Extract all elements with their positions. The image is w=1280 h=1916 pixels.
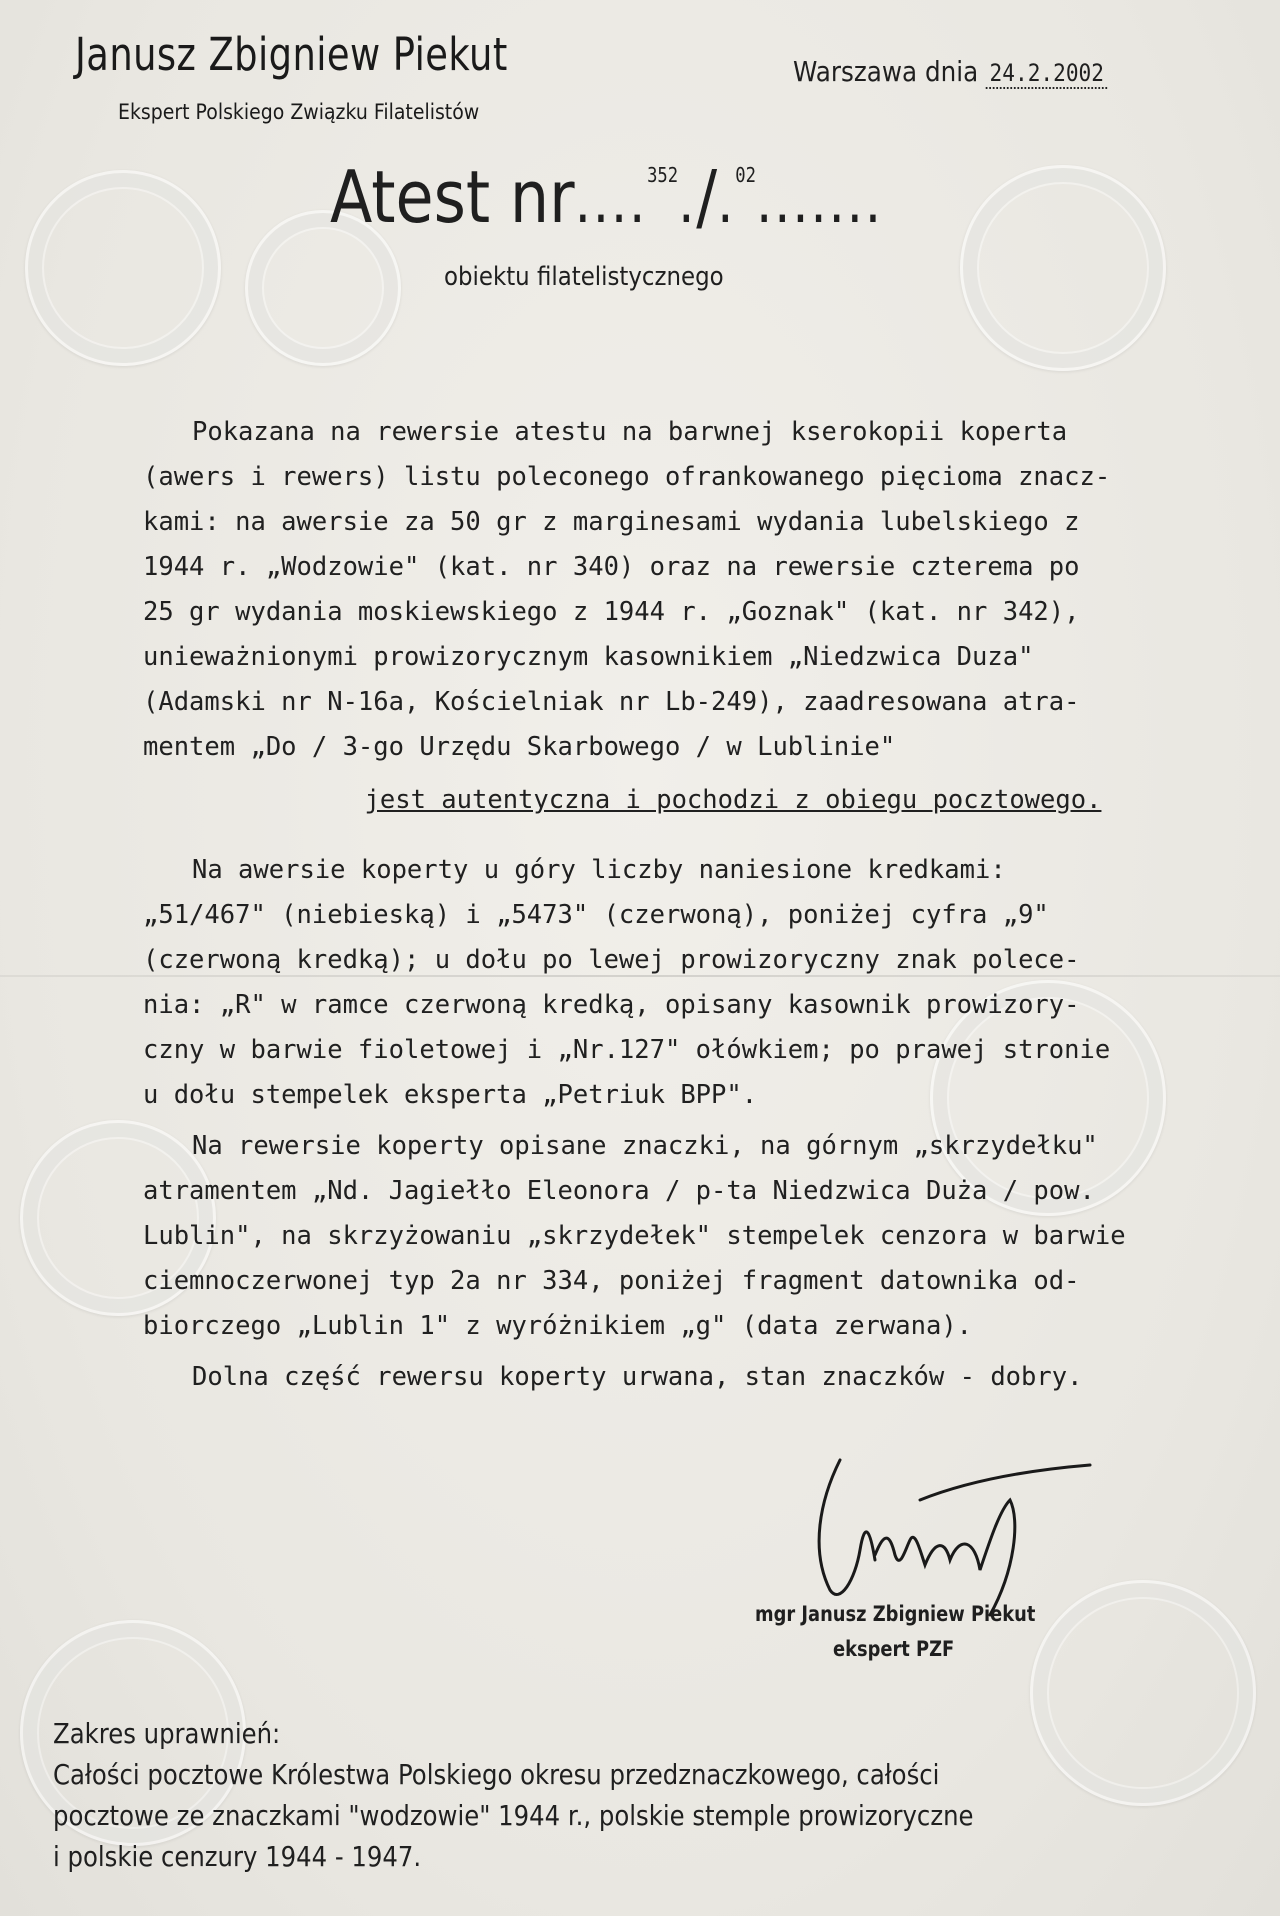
text-line: (Adamski nr N-16a, Kościelniak nr Lb-249), zaadresowana atra- (143, 687, 1080, 717)
text-line: Dolna część rewersu koperty urwana, stan znaczków - dobry. (192, 1362, 1083, 1392)
scope-line: Całości pocztowe Królestwa Polskiego okresu przedznaczkowego, całości (53, 1758, 940, 1791)
text-line: 25 gr wydania moskiewskiego z 1944 r. „Goznak" (kat. nr 342), (143, 597, 1080, 627)
text-line: Na awersie koperty u góry liczby naniesione kredkami: (192, 855, 1006, 885)
signatory-title: ekspert PZF (833, 1637, 955, 1661)
place-label: Warszawa dnia (793, 55, 979, 88)
text-line: Pokazana na rewersie atestu na barwnej kserokopii koperta (192, 417, 1068, 447)
expert-name: Janusz Zbigniew Piekut (75, 28, 508, 81)
scope-of-authority (53, 1713, 1080, 1877)
certificate-body (143, 410, 1233, 872)
scope-line: i polskie cenzury 1944 - 1947. (53, 1840, 422, 1873)
text-line: kami: na awersie za 50 gr z marginesami wydania lubelskiego z (143, 507, 1080, 537)
certificate-number: 352 (647, 163, 679, 187)
paragraph-1 (143, 410, 1233, 455)
signatory-name: mgr Janusz Zbigniew Piekut (755, 1602, 1036, 1626)
text-line: mentem „Do / 3-go Urzędu Skarbowego / w Lublinie" (143, 732, 896, 762)
text-line: ciemnoczerwonej typ 2a nr 334, poniżej fragment datownika od- (143, 1266, 1080, 1296)
verdict-text: jest autentyczna i pochodzi z obiegu pocztowego. (364, 785, 1102, 815)
text-line: 1944 r. „Wodzowie" (kat. nr 340) oraz na rewersie czterema po (143, 552, 1080, 582)
issue-date: 24.2.2002 (986, 59, 1107, 89)
embossed-seal (25, 170, 221, 366)
authenticity-verdict (143, 778, 1233, 823)
scope-line: pocztowe ze znaczkami "wodzowie" 1944 r., polskie stemple prowizoryczne (53, 1799, 974, 1832)
text-line: „51/467" (niebieską) i „5473" (czerwoną), poniżej cyfra „9" (143, 900, 1049, 930)
certificate-title: Atest nr....$^{352}$./.$^{02}$....... (330, 155, 883, 239)
text-line: biorczego „Lublin 1" z wyróżnikiem „g" (data zerwana). (143, 1311, 973, 1341)
certificate-body-2 (143, 848, 1233, 1400)
certificate-subtitle: obiektu filatelistycznego (444, 262, 724, 292)
text-line: unieważnionymi prowizorycznym kasownikiem „Niedzwica Duza" (143, 642, 1034, 672)
text-line: (czerwoną kredką); u dołu po lewej prowizoryczny znak polece- (143, 945, 1080, 975)
text-line: czny w barwie fioletowej i „Nr.127" ołówkiem; po prawej stronie (143, 1035, 1111, 1065)
certificate-year: 02 (735, 163, 756, 187)
text-line: nia: „R" w ramce czerwoną kredką, opisany kasownik prowizory- (143, 990, 1080, 1020)
embossed-seal (960, 165, 1166, 371)
expert-subtitle: Ekspert Polskiego Związku Filatelistów (118, 100, 480, 124)
text-line: u dołu stempelek eksperta „Petriuk BPP". (143, 1080, 758, 1110)
handwritten-signature (800, 1440, 1100, 1620)
certificate-label: Atest nr (330, 155, 575, 239)
scope-heading: Zakres uprawnień: (53, 1717, 281, 1750)
text-line: Lublin", na skrzyżowaniu „skrzydełek" stempelek cenzora w barwie (143, 1221, 1126, 1251)
text-line: Na rewersie koperty opisane znaczki, na górnym „skrzydełku" (192, 1131, 1098, 1161)
text-line: atramentem „Nd. Jagiełło Eleonora / p-ta Niedzwica Duża / pow. (143, 1176, 1095, 1206)
place-date (793, 55, 1108, 89)
text-line: (awers i rewers) listu poleconego ofrankowanego pięcioma znacz- (143, 462, 1111, 492)
